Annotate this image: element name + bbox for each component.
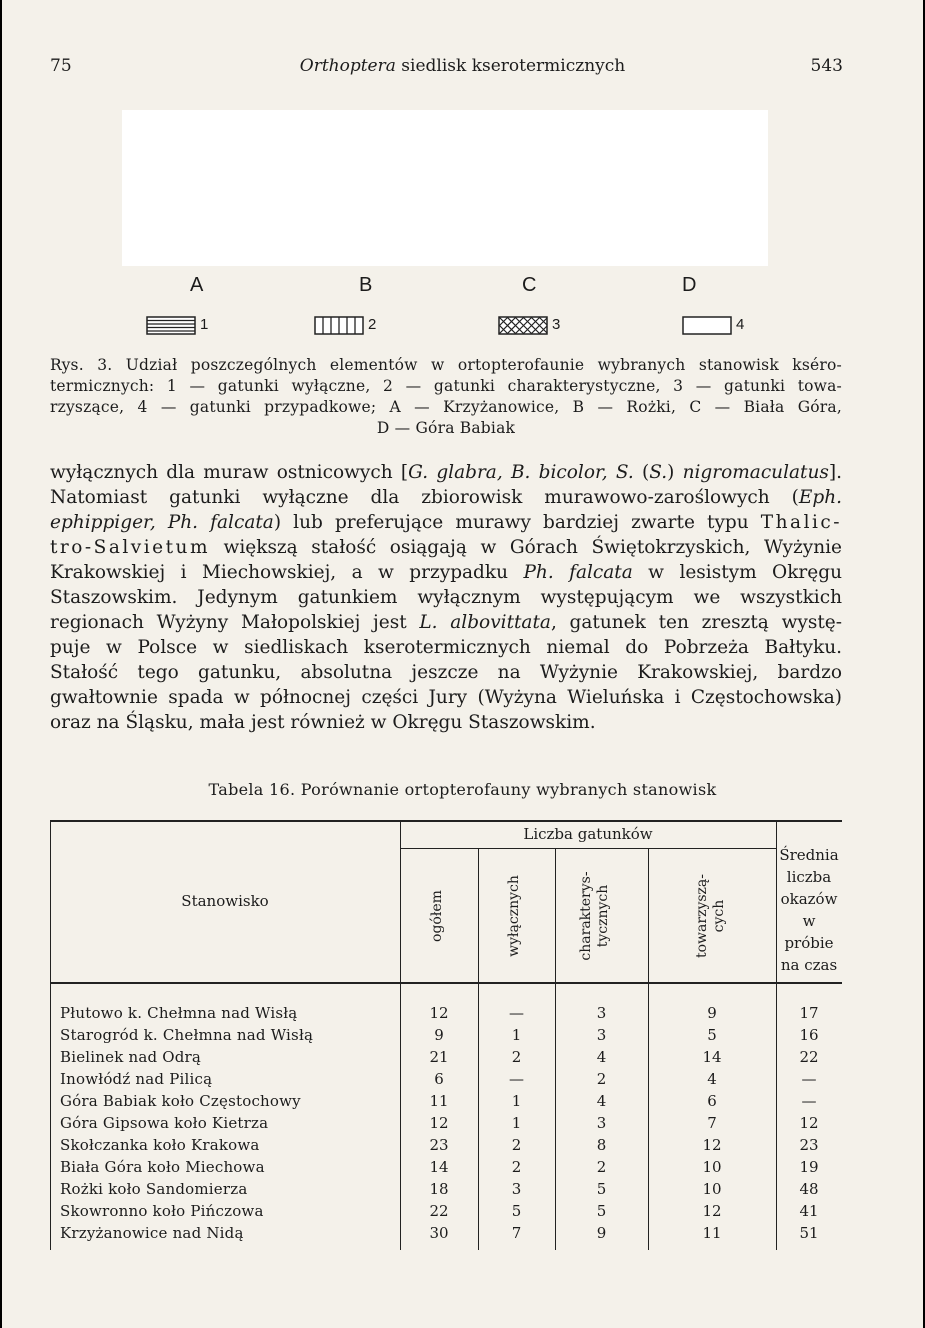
comparison-table [50, 820, 842, 1250]
cell-ogolem: 30 [429, 1224, 449, 1242]
cell-tow: 4 [707, 1070, 717, 1088]
station-name: Starogród k. Chełmna nad Wisłą [60, 1026, 314, 1044]
table-top-rule [50, 820, 842, 822]
cell-wyl: 1 [511, 1092, 522, 1110]
figure-letter-c: C [522, 274, 537, 296]
body-line-8: puje w Polsce w siedliskach kserotermicznych niemal do Pobrzeża Bałtyku. [50, 637, 842, 658]
cell-ogolem: 12 [429, 1114, 449, 1132]
cell-wyl: — [509, 1004, 524, 1022]
cell-char: 9 [596, 1224, 607, 1242]
legend-label-1: 1 [200, 316, 209, 333]
table-row [50, 1026, 842, 1048]
caption-line-4: D — Góra Babiak [376, 419, 516, 437]
cell-sr: 19 [799, 1158, 819, 1176]
cell-sr: 23 [799, 1136, 819, 1154]
cell-char: 4 [596, 1048, 607, 1066]
station-name: Rożki koło Sandomierza [60, 1180, 248, 1198]
figure-letter-a: A [190, 274, 204, 296]
body-line-1: wyłącznych dla muraw ostnicowych [G. glabra, B. bicolor, S. (S.) nigromaculatus]. [50, 462, 842, 483]
header-towarzyszacych: towarzyszą- cych [694, 874, 727, 958]
cell-wyl: 3 [511, 1180, 522, 1198]
table-row [50, 1048, 842, 1070]
cell-char: 3 [596, 1026, 607, 1044]
cell-tow: 12 [702, 1202, 722, 1220]
header-srednia-liczba-okazow: Średnia liczba okazów w próbie na czas [779, 846, 839, 974]
cell-wyl: — [509, 1070, 524, 1088]
right-page-number: 543 [810, 56, 843, 76]
cell-wyl: 1 [511, 1114, 522, 1132]
body-line-11: oraz na Śląsku, mała jest również w Okręgu Staszowskim. [50, 712, 596, 733]
body-line-6: Staszowskim. Jedynym gatunkiem wyłącznym występującym we wszystkich [50, 587, 842, 608]
cell-tow: 10 [702, 1180, 722, 1198]
station-name: Inowłódź nad Pilicą [60, 1070, 213, 1088]
cell-tow: 7 [707, 1114, 717, 1132]
cell-tow: 5 [707, 1026, 717, 1044]
cell-tow: 6 [707, 1092, 717, 1110]
body-line-7: regionach Wyżyny Małopolskiej jest L. albovittata, gatunek ten zresztą wystę- [50, 612, 842, 633]
cell-char: 3 [596, 1114, 607, 1132]
legend-swatch-vertical-lines [314, 316, 364, 336]
cell-sr: 12 [799, 1114, 819, 1132]
cell-char: 8 [596, 1136, 607, 1154]
body-line-5: Krakowskiej i Miechowskiej, a w przypadku Ph. falcata w lesistym Okręgu [50, 562, 842, 583]
cell-sr: 48 [799, 1180, 819, 1198]
cell-tow: 14 [702, 1048, 722, 1066]
caption-line-1: Rys. 3. Udział poszczególnych elementów w ortopterofaunie wybranych stanowisk kséro- [50, 356, 842, 374]
figure-letter-d: D [682, 274, 697, 296]
cell-sr: — [801, 1092, 817, 1110]
table-row [50, 1158, 842, 1180]
body-paragraph [50, 460, 842, 735]
cell-tow: 10 [702, 1158, 722, 1176]
figure-letter-b: B [359, 274, 373, 296]
legend-swatch-horizontal-lines [146, 316, 196, 336]
table-row [50, 1092, 842, 1114]
cell-wyl: 2 [511, 1136, 522, 1154]
body-line-3: ephippiger, Ph. falcata) lub preferujące murawy bardziej zwarte typu Thalic- [50, 512, 843, 533]
running-title-taxon: Orthoptera [299, 56, 396, 76]
cell-sr: 22 [799, 1048, 819, 1066]
station-name: Płutowo k. Chełmna nad Wisłą [60, 1004, 298, 1022]
caption-line-2: termicznych: 1 — gatunki wyłączne, 2 — gatunki charakterystyczne, 3 — gatunki towa- [50, 377, 842, 395]
body-line-2: Natomiast gatunki wyłączne dla zbiorowisk murawowo-zaroślowych (Eph. [50, 487, 842, 508]
cell-wyl: 5 [511, 1202, 522, 1220]
table-row [50, 1114, 842, 1136]
cell-tow: 12 [702, 1136, 722, 1154]
cell-wyl: 1 [511, 1026, 522, 1044]
header-ogolem: ogółem [429, 890, 445, 942]
legend-label-3: 3 [552, 316, 561, 333]
cell-sr: 51 [799, 1224, 819, 1242]
cell-char: 4 [596, 1092, 607, 1110]
table-subheader-rule [400, 848, 776, 849]
cell-ogolem: 22 [429, 1202, 449, 1220]
running-title-rest: siedlisk kserotermicznych [395, 56, 626, 76]
station-name: Skowronno koło Pińczowa [60, 1202, 264, 1220]
cell-char: 5 [596, 1202, 607, 1220]
legend-label-2: 2 [368, 316, 377, 333]
table-caption: Tabela 16. Porównanie ortopterofauny wybranych stanowisk [208, 780, 717, 799]
cell-sr: — [801, 1070, 817, 1088]
cell-sr: 17 [799, 1004, 819, 1022]
legend-swatch-empty [682, 316, 732, 336]
station-name: Bielinek nad Odrą [60, 1048, 202, 1066]
table-row [50, 1004, 842, 1026]
cell-sr: 41 [799, 1202, 819, 1220]
cell-wyl: 2 [511, 1048, 522, 1066]
cell-ogolem: 23 [429, 1136, 449, 1154]
cell-char: 3 [596, 1004, 607, 1022]
cell-tow: 9 [707, 1004, 717, 1022]
station-name: Skołczanka koło Krakowa [60, 1136, 260, 1154]
figure-caption [50, 355, 842, 439]
station-name: Krzyżanowice nad Nidą [60, 1224, 244, 1242]
header-liczba-gatunkow: Liczba gatunków [523, 825, 653, 843]
cell-wyl: 7 [511, 1224, 522, 1242]
cell-tow: 11 [702, 1224, 722, 1242]
body-line-4: tro-Salvietum większą stałość osiągają w Górach Świętokrzyskich, Wyżynie [50, 537, 842, 558]
table-row [50, 1070, 842, 1092]
station-name: Góra Gipsowa koło Kietrza [60, 1114, 269, 1132]
cell-ogolem: 11 [429, 1092, 449, 1110]
left-page-number: 75 [50, 56, 72, 76]
cell-ogolem: 6 [434, 1070, 444, 1088]
table-row [50, 1180, 842, 1202]
station-name: Biała Góra koło Miechowa [60, 1158, 265, 1176]
table-row [50, 1202, 842, 1224]
cell-ogolem: 12 [429, 1004, 449, 1022]
figure-image [122, 110, 768, 266]
body-line-9: Stałość tego gatunku, absolutna jeszcze na Wyżynie Krakowskiej, bardzo [50, 662, 842, 683]
caption-line-3: rzyszące, 4 — gatunki przypadkowe; A — Krzyżanowice, B — Rożki, C — Biała Góra, [50, 398, 842, 416]
table-row [50, 1136, 842, 1158]
legend-label-4: 4 [736, 316, 745, 333]
header-stanowisko: Stanowisko [181, 892, 269, 910]
station-name: Góra Babiak koło Częstochowy [60, 1092, 301, 1110]
page-scan [2, 0, 923, 1328]
table-row [50, 1224, 842, 1246]
running-title [2, 56, 923, 76]
cell-ogolem: 21 [429, 1048, 449, 1066]
cell-char: 2 [596, 1158, 607, 1176]
body-line-10: gwałtownie spada w północnej części Jury (Wyżyna Wieluńska i Częstochowska) [50, 687, 842, 708]
cell-sr: 16 [799, 1026, 819, 1044]
cell-ogolem: 14 [429, 1158, 449, 1176]
header-charakterystycznych: charakterys- tycznych [578, 871, 611, 961]
legend-swatch-crosshatch [498, 316, 548, 336]
cell-ogolem: 18 [429, 1180, 449, 1198]
cell-char: 2 [596, 1070, 607, 1088]
cell-ogolem: 9 [434, 1026, 444, 1044]
cell-char: 5 [596, 1180, 607, 1198]
table-header-bottom-rule [50, 982, 842, 984]
header-wylacznych: wyłącznych [506, 875, 522, 957]
cell-wyl: 2 [511, 1158, 522, 1176]
